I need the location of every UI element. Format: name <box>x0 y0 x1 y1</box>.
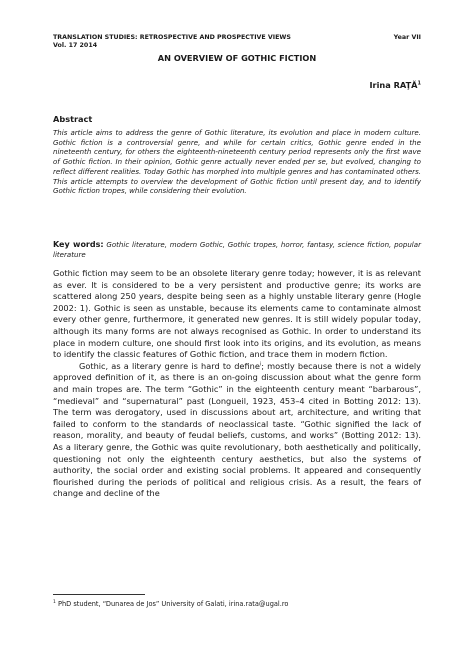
keywords-text: Gothic literature, modern Gothic, Gothic tropes, horror, fantasy, science fiction, popular literature <box>53 240 421 259</box>
author-name-text: Irina RAŢĂ <box>369 80 418 90</box>
journal-year: Year VII <box>393 34 421 41</box>
endnote-mark: i <box>259 361 262 368</box>
footnote-separator <box>53 594 145 595</box>
body-paragraph-1: Gothic fiction may seem to be an obsolete literary genre today; however, it is as relevant as ever. It is considered to be a very persistent and productive genre; its works are scattered along 250 years, despite being seen as a highly unstable literary genre (Hogle 2002: 1). Gothic is seen as unstable, because its elements came to contaminate almost every other genre, furthermore, it generated new genres. It is still widely popular today, although its many forms are not always recognised as Gothic. In order to understand its place in modern culture, one should first look into its origins, and its evolution, as means to identify the classic features of Gothic fiction, and trace them in modern fiction. <box>53 268 421 360</box>
footnote-mark: 1 <box>53 600 56 605</box>
body-text <box>53 268 421 500</box>
footnote-text: PhD student, “Dunarea de Jos” University of Galati, irina.rata@ugal.ro <box>57 600 289 609</box>
article-title: AN OVERVIEW OF GOTHIC FICTION <box>157 53 317 63</box>
body-paragraph-2-rest: ; mostly because there is not a widely approved definition of it, as there is an on-going discussion about what the genre form and main tropes are. The term “Gothic” in the eighteenth century meant “barbarous”, “medieval” and “supernatural” past (Longueil, 1923, 453–4 cited in Botting 2012: 13). The term was derogatory, used in discussions about art, architecture, and writing that failed to conform to the standards of neoclassical taste. “Gothic signified the lack of reason, morality, and beauty of feudal beliefs, customs, and works” (Botting 2012: 13). As a literary genre, the Gothic was quite revolutionary, both aesthetically and politically, questioning not only the eighteenth century aesthetics, but also the systems of authority, the social order and existing social problems. It appeared and consequently flourished during the periods of political and religious crisis. As a result, the fears of change and decline of the <box>53 360 421 499</box>
keywords-label: Key words: <box>53 240 104 249</box>
body-paragraph-2 <box>53 361 421 500</box>
journal-volume: Vol. 17 2014 <box>53 42 98 49</box>
abstract-text: This article aims to address the genre of Gothic literature, its evolution and place in modern culture. Gothic fiction is a controversial genre, and while for certain critics, Gothic genre ended in the nineteenth century, for others the eighteenth-nineteenth century period represents only the first wave of Gothic fiction. In their opinion, Gothic genre actually never ended per se, but evolved, changing to reflect different realities. Today Gothic has morphed into multiple genres and has contaminated others. This article attempts to overview the development of Gothic fiction until present day, and to identify Gothic fiction tropes, while considering their evolution. <box>53 128 421 196</box>
keywords <box>53 240 421 259</box>
author-footnote-mark: 1 <box>417 80 421 87</box>
body-paragraph-2-start: Gothic, as a literary genre is hard to define <box>79 360 260 371</box>
abstract-heading: Abstract <box>53 114 93 124</box>
author-name <box>369 80 421 90</box>
footnote <box>53 600 288 608</box>
journal-title: TRANSLATION STUDIES: RETROSPECTIVE AND PROSPECTIVE VIEWS <box>53 34 291 41</box>
